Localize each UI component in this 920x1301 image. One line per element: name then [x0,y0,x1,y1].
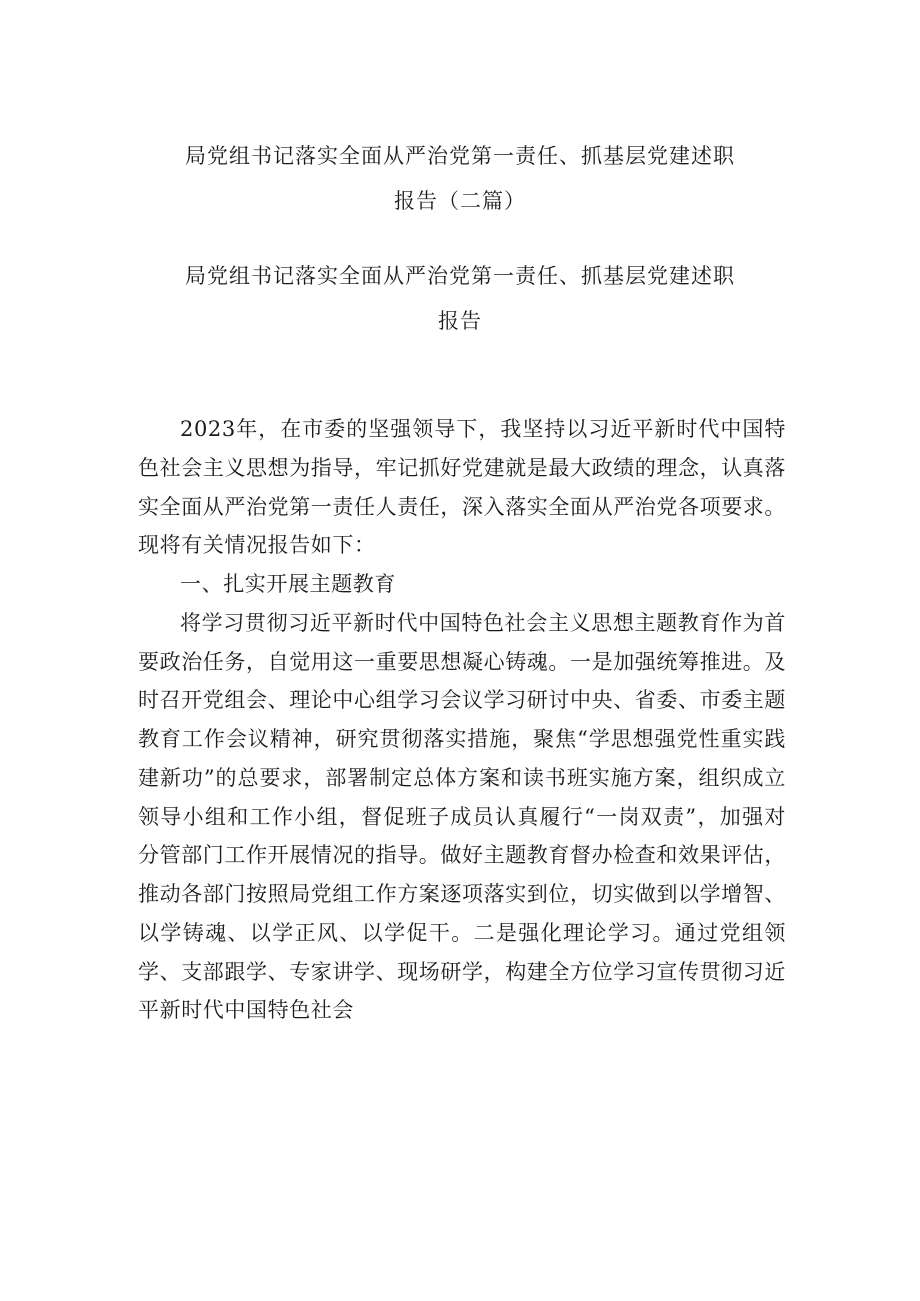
main-title-line-2: 报告（二篇） [394,189,526,213]
document-body [138,410,786,1030]
section-1-paragraph: 将学习贯彻习近平新时代中国特色社会主义思想主题教育作为首要政治任务，自觉用这一重要思想凝心铸魂。一是加强统筹推进。及时召开党组会、理论中心组学习会议学习研讨中央、省委、市委主题教育工作会议精神，研究贯彻落实措施，聚焦“学思想强党性重实践建新功”的总要求，部署制定总体方案和读书班实施方案，组织成立领导小组和工作小组，督促班子成员认真履行“一岗双责”，加强对分管部门工作开展情况的指导。做好主题教育督办检查和效果评估，推动各部门按照局党组工作方案逐项落实到位，切实做到以学增智、以学铸魂、以学正风、以学促干。二是强化理论学习。通过党组领学、支部跟学、专家讲学、现场研学，构建全方位学习宣传贯彻习近平新时代中国特色社会 [138,610,786,1023]
main-title-line-1: 局党组书记落实全面从严治党第一责任、抓基层党建述职 [185,144,735,168]
sub-title-line-1: 局党组书记落实全面从严治党第一责任、抓基层党建述职 [185,264,735,288]
intro-paragraph: 2023年，在市委的坚强领导下，我坚持以习近平新时代中国特色社会主义思想为指导，牢记抓好党建就是最大政绩的理念，认真落实全面从严治党第一责任人责任，深入落实全面从严治党各项要求。现将有关情况报告如下： [138,417,786,558]
section-1-heading: 一、扎实开展主题教育 [180,572,396,596]
sub-title-line-2: 报告 [438,309,482,333]
